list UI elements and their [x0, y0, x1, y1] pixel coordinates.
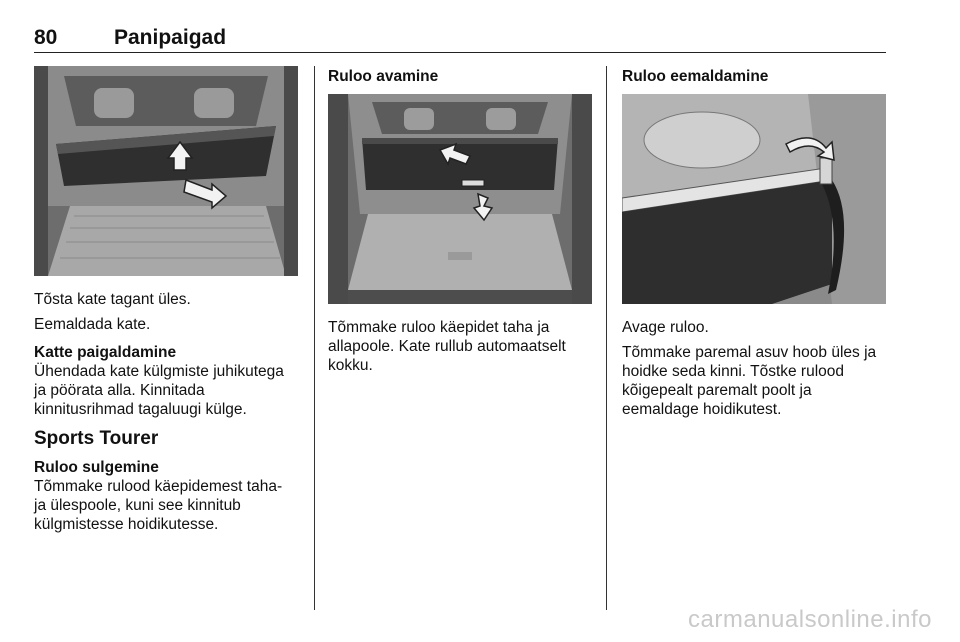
col2-text	[328, 318, 598, 375]
remove-line-4: kõigepealt paremalt poolt ja	[622, 382, 812, 399]
remove-line-2: Tõmmake paremal asuv hoob üles ja	[622, 344, 877, 361]
open-line-3: kokku.	[328, 357, 373, 374]
col1-text	[34, 290, 304, 534]
figure-lift-cover	[34, 66, 298, 276]
close-line-3: külgmistesse hoidikutesse.	[34, 516, 219, 533]
page-header	[34, 26, 886, 53]
install-line-3: kinnitusrihmad tagaluugi külge.	[34, 401, 247, 418]
remove-line-1: Avage ruloo.	[622, 319, 709, 336]
heading-close: Ruloo sulgemine	[34, 459, 159, 476]
heading-remove: Ruloo eemaldamine	[622, 68, 769, 85]
open-line-2: allapoole. Kate rullub automaatselt	[328, 338, 566, 355]
page-title: Panipaigad	[114, 26, 227, 49]
close-line-2: ja ülespoole, kuni see kinnitub	[34, 497, 241, 514]
column-divider-right	[606, 66, 607, 610]
figure-remove-blind	[622, 94, 886, 304]
heading-sports-tourer: Sports Tourer	[34, 428, 159, 449]
heading-install: Katte paigaldamine	[34, 344, 177, 361]
col3-text	[622, 318, 892, 419]
column-divider-left	[314, 66, 315, 610]
install-line-1: Ühendada kate külgmiste juhikutega	[34, 363, 284, 380]
watermark: carmanualsonline.info	[688, 606, 932, 633]
remove-line-3: hoidke seda kinni. Tõstke rulood	[622, 363, 845, 380]
heading-open: Ruloo avamine	[328, 68, 439, 85]
close-line-1: Tõmmake rulood käepidemest taha-	[34, 478, 283, 495]
page-number: 80	[34, 26, 58, 49]
remove-line-5: eemaldage hoidikutest.	[622, 401, 782, 418]
caption-remove-cover: Eemaldada kate.	[34, 316, 151, 333]
caption-lift: Tõsta kate tagant üles.	[34, 291, 191, 308]
open-line-1: Tõmmake ruloo käepidet taha ja	[328, 319, 550, 336]
install-line-2: ja pöörata alla. Kinnitada	[34, 382, 205, 399]
figure-open-blind	[328, 94, 592, 304]
